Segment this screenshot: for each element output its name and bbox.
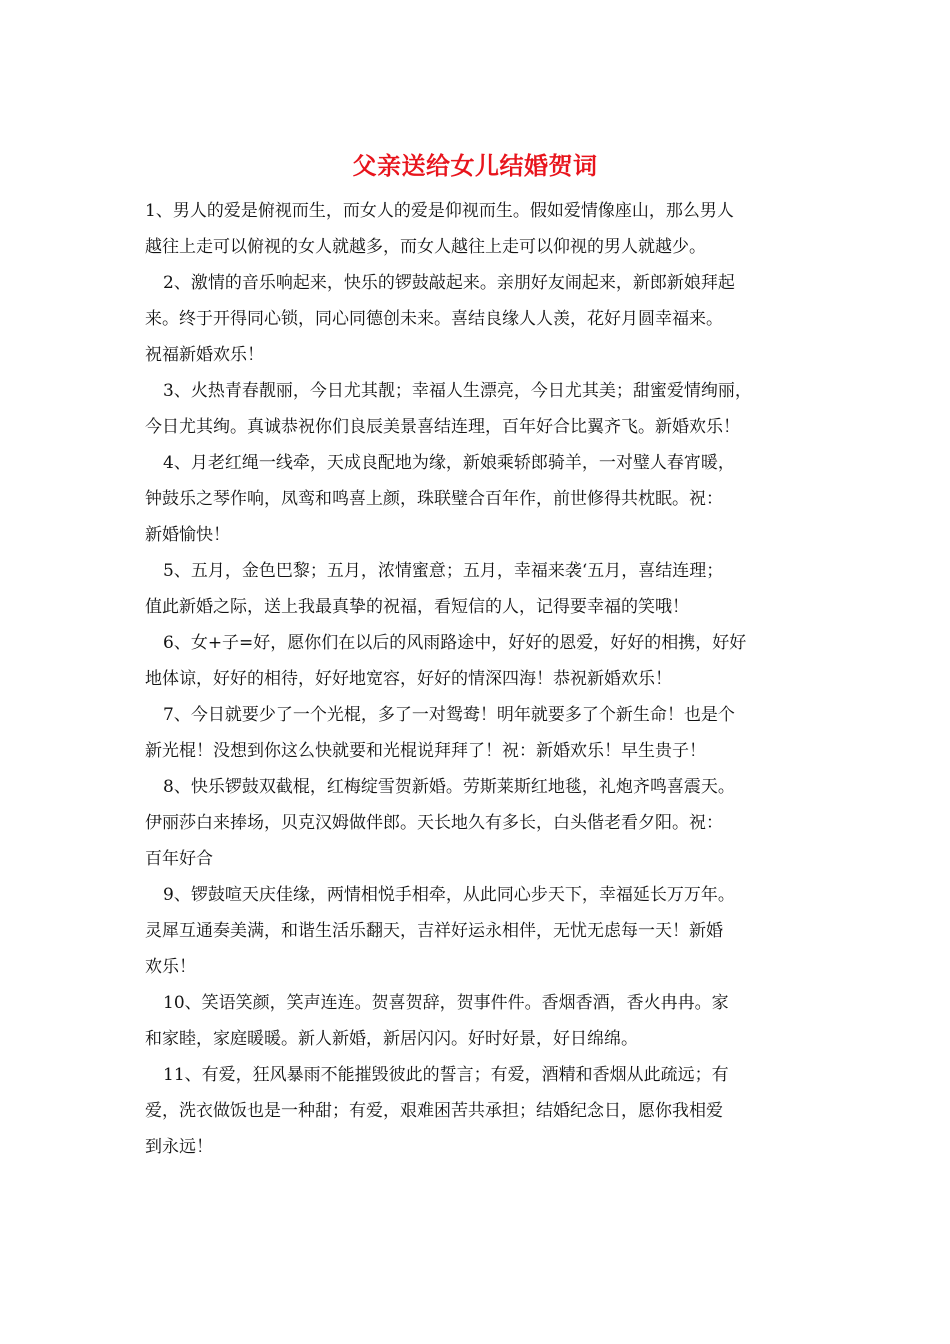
text-line: 10、笑语笑颜，笑声连连。贺喜贺辞，贺事件件。香烟香酒，香火冉冉。家 xyxy=(163,993,729,1013)
text-line: 2、激情的音乐响起来，快乐的锣鼓敲起来。亲朋好友闹起来，新郎新娘拜起 xyxy=(163,273,735,293)
text-line: 来。终于开得同心锁，同心同德创未来。喜结良缘人人羡，花好月圆幸福来。 xyxy=(145,309,723,329)
document-title: 父亲送给女儿结婚贺词 xyxy=(352,151,598,180)
text-line: 灵犀互通奏美满，和谐生活乐翻天，吉祥好运永相伴，无忧无虑每一天！新婚 xyxy=(145,921,723,941)
text-line: 4、月老红绳一线牵，天成良配地为缘，新娘乘轿郎骑羊，一对璧人春宵暖， xyxy=(163,453,735,473)
text-line: 3、火热青春靓丽，今日尤其靓；幸福人生漂亮，今日尤其美；甜蜜爱情绚丽， xyxy=(163,381,752,401)
text-line: 5、五月，金色巴黎；五月，浓情蜜意；五月，幸福来袭‘五月，喜结连理； xyxy=(163,561,724,581)
text-line: 9、锣鼓喧天庆佳缘，两情相悦手相牵，从此同心步天下，幸福延长万万年。 xyxy=(163,885,735,905)
text-line: 7、今日就要少了一个光棍，多了一对鸳鸯！明年就要多了个新生命！也是个 xyxy=(163,705,735,725)
text-line: 越往上走可以俯视的女人就越多，而女人越往上走可以仰视的男人就越少。 xyxy=(145,237,706,257)
text-line: 百年好合 xyxy=(145,849,213,869)
text-line: 值此新婚之际，送上我最真挚的祝福，看短信的人，记得要幸福的笑哦！ xyxy=(145,597,689,617)
text-line: 11、有爱，狂风暴雨不能摧毁彼此的誓言；有爱，酒精和香烟从此疏远；有 xyxy=(163,1065,729,1085)
text-line: 欢乐！ xyxy=(145,957,196,977)
text-line: 地体谅，好好的相待，好好地宽容，好好的情深四海！恭祝新婚欢乐！ xyxy=(145,669,672,689)
text-line: 钟鼓乐之琴作响，凤鸾和鸣喜上颜，珠联璧合百年作，前世修得共枕眠。祝： xyxy=(145,489,723,509)
text-line: 爱，洗衣做饭也是一种甜；有爱，艰难困苦共承担；结婚纪念日，愿你我相爱 xyxy=(145,1101,723,1121)
text-line: 新婚愉快！ xyxy=(145,525,230,545)
text-line: 祝福新婚欢乐！ xyxy=(145,345,264,365)
text-line: 和家睦，家庭暖暖。新人新婚，新居闪闪。好时好景，好日绵绵。 xyxy=(145,1029,638,1049)
text-line: 1、男人的爱是俯视而生，而女人的爱是仰视而生。假如爱情像座山，那么男人 xyxy=(145,201,734,221)
document-body xyxy=(145,193,817,1165)
text-line: 8、快乐锣鼓双截棍，红梅绽雪贺新婚。劳斯莱斯红地毯，礼炮齐鸣喜震天。 xyxy=(163,777,735,797)
text-line: 6、女+子=好，愿你们在以后的风雨路途中，好好的恩爱，好好的相携，好好 xyxy=(163,633,747,653)
text-line: 今日尤其绚。真诚恭祝你们良辰美景喜结连理，百年好合比翼齐飞。新婚欢乐！ xyxy=(145,417,740,437)
text-line: 伊丽莎白来捧场，贝克汉姆做伴郎。天长地久有多长，白头偕老看夕阳。祝： xyxy=(145,813,723,833)
text-line: 到永远！ xyxy=(145,1137,213,1157)
text-line: 新光棍！没想到你这么快就要和光棍说拜拜了！祝：新婚欢乐！早生贵子！ xyxy=(145,741,706,761)
